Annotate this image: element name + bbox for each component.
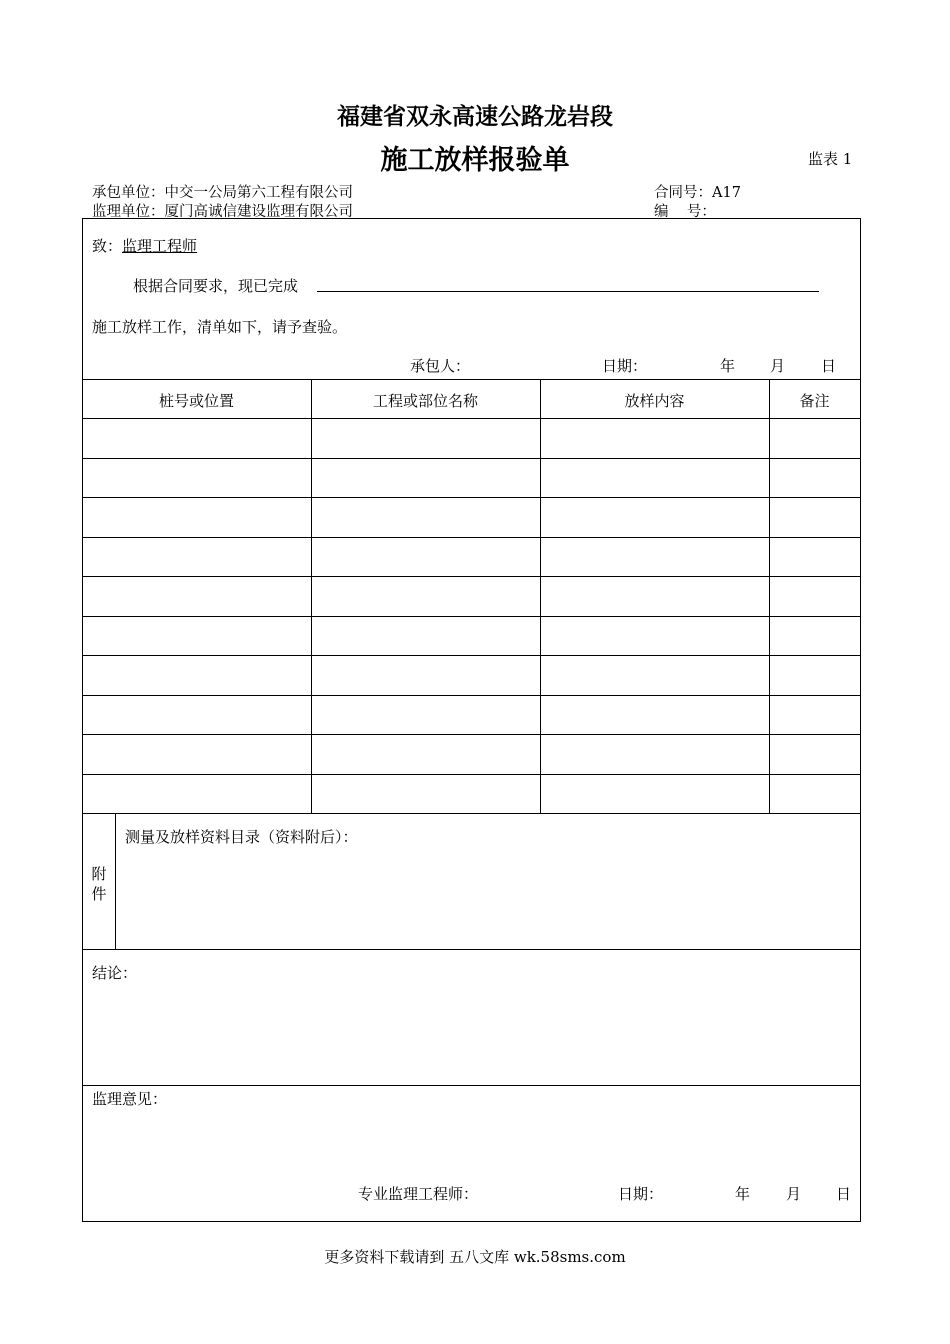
attachment-bottom-line (82, 949, 860, 950)
request-date-label: 日期： (602, 357, 648, 375)
opinion-date-year: 年 (735, 1185, 751, 1203)
attachment-side-label (91, 864, 107, 904)
table-row-line (82, 616, 860, 617)
supervisor-unit: 监理单位：厦门高诚信建设监理有限公司 (92, 204, 353, 220)
contractor-unit: 承包单位：中交一公局第六工程有限公司 (92, 185, 353, 201)
request-body-line2: 施工放样工作，清单如下，请予查验。 (92, 318, 348, 336)
form-frame (82, 218, 861, 1222)
completion-blank-line[interactable] (317, 291, 819, 292)
addressee-name: 监理工程师 (122, 237, 198, 255)
attachment-side-char-2: 件 (91, 885, 107, 903)
contract-number: 合同号：A17 (654, 185, 741, 201)
request-body-line1: 根据合同要求，现已完成 (133, 277, 299, 295)
opinion-date-label: 日期： (618, 1185, 664, 1203)
conclusion-label: 结论： (92, 964, 138, 982)
table-header-bottom-line (82, 418, 860, 419)
table-col-divider-2 (540, 379, 541, 813)
opinion-label: 监理意见： (92, 1090, 168, 1108)
table-col-divider-3 (769, 379, 770, 813)
table-col-divider-1 (311, 379, 312, 813)
conclusion-bottom-line (82, 1085, 860, 1086)
opinion-date-day: 日 (836, 1185, 852, 1203)
table-row-line (82, 537, 860, 538)
table-header-work-name: 工程或部位名称 (372, 392, 478, 410)
attachment-content-label: 测量及放样资料目录（资料附后）： (125, 828, 358, 846)
table-bottom-line (82, 813, 860, 814)
contractor-signature-label: 承包人： (410, 357, 471, 375)
table-header-setout-content: 放样内容 (624, 392, 685, 410)
request-date-year: 年 (720, 357, 736, 375)
table-row-line (82, 458, 860, 459)
table-header-remarks: 备注 (799, 392, 830, 410)
table-row-line (82, 695, 860, 696)
opinion-date-month: 月 (786, 1185, 802, 1203)
request-date-month: 月 (770, 357, 786, 375)
engineer-signature-label: 专业监理工程师： (358, 1185, 479, 1203)
request-date-day: 日 (821, 357, 837, 375)
addressee-prefix: 致： (92, 237, 123, 255)
document-title-line1: 福建省双永高速公路龙岩段 (337, 104, 613, 130)
table-row-line (82, 734, 860, 735)
document-title: 施工放样报验单 (380, 145, 570, 176)
serial-number: 编 号： (654, 204, 716, 220)
attachment-divider (115, 813, 116, 949)
table-row-line (82, 655, 860, 656)
addressee (92, 235, 197, 256)
table-top-line (82, 379, 860, 380)
table-row-line (82, 497, 860, 498)
table-row-line (82, 774, 860, 775)
table-row-line (82, 576, 860, 577)
attachment-side-char-1: 附 (91, 865, 107, 883)
footer-link-text[interactable]: 更多资料下载请到 五八文库 wk.58sms.com (324, 1248, 626, 1266)
form-number: 监表 1 (808, 150, 853, 168)
table-header-location: 桩号或位置 (158, 392, 234, 410)
